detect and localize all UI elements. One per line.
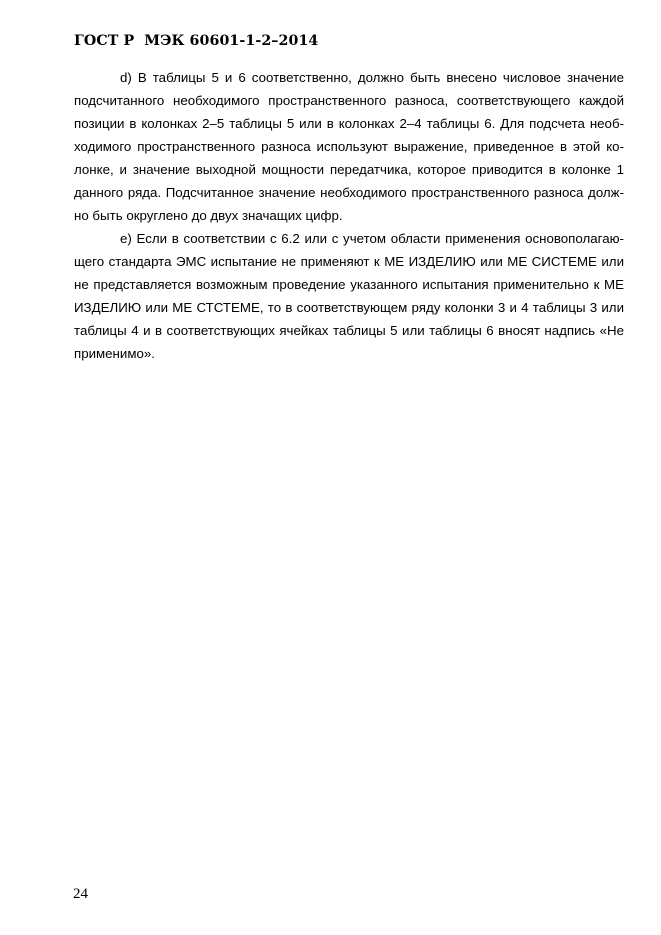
- paragraph-line: лонке, и значение выходной мощности передатчика, которое приводится в колонке 1: [74, 162, 624, 177]
- paragraph-line: подсчитанного необходимого пространственного разноса, соответствующего каждой: [74, 93, 624, 108]
- paragraph-line: ходимого пространственного разноса используют выражение, приведенное в этой ко-: [74, 139, 624, 154]
- paragraph-line: d) В таблицы 5 и 6 соответственно, должно быть внесено числовое значение: [120, 70, 624, 85]
- paragraph-line: но быть округлено до двух значащих цифр.: [74, 208, 343, 223]
- paragraph-line: ИЗДЕЛИЮ или МЕ СТСТЕМЕ, то в соответствующем ряду колонки 3 и 4 таблицы 3 или: [74, 300, 624, 315]
- page-number: 24: [73, 886, 88, 902]
- paragraph-e: [74, 227, 624, 365]
- paragraph-line: данного ряда. Подсчитанное значение необходимого пространственного разноса долж-: [74, 185, 624, 200]
- paragraph-line: щего стандарта ЭМС испытание не применяют к МЕ ИЗДЕЛИЮ или МЕ СИСТЕМЕ или: [74, 254, 624, 269]
- paragraph-line: таблицы 4 и в соответствующих ячейках таблицы 5 или таблицы 6 вносят надпись «Не: [74, 323, 624, 338]
- standard-header: ГОСТ Р МЭК 60601-1-2–2014: [74, 33, 319, 49]
- document-body: [74, 66, 624, 365]
- paragraph-line: не представляется возможным проведение указанного испытания применительно к МЕ: [74, 277, 624, 292]
- paragraph-line: e) Если в соответствии с 6.2 или с учетом области применения основополагаю-: [120, 231, 624, 246]
- paragraph-line: применимо».: [74, 346, 155, 361]
- paragraph-line: позиции в колонках 2–5 таблицы 5 или в колонках 2–4 таблицы 6. Для подсчета необ-: [74, 116, 624, 131]
- paragraph-d: [74, 66, 624, 227]
